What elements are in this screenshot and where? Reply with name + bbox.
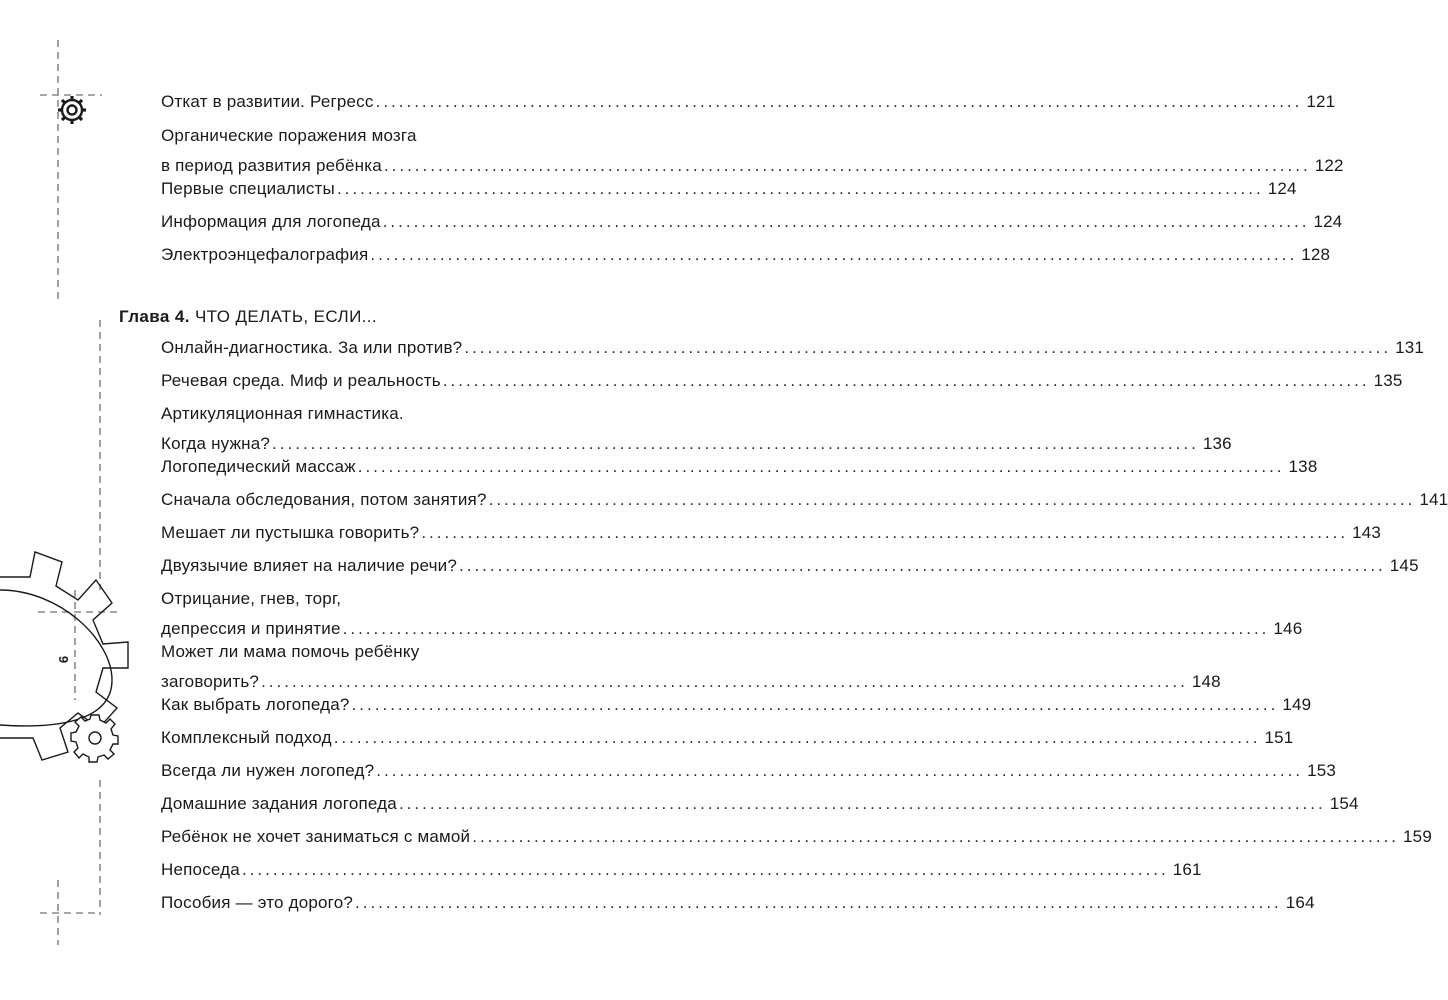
dot-leader: ........................................................................................................................	[342, 619, 1270, 638]
dot-leader: ........................................................................................................................	[488, 490, 1416, 509]
dot-leader: ........................................................................................................................	[442, 371, 1370, 390]
toc-page-number: 121	[1306, 92, 1336, 111]
toc-page-number: 143	[1352, 523, 1382, 542]
toc-page-number: 153	[1307, 761, 1337, 780]
toc-page-number: 146	[1273, 619, 1303, 638]
toc-page-number: 148	[1191, 672, 1221, 691]
toc-entry-title: в период развития ребёнка	[161, 156, 382, 175]
toc-page-number: 145	[1389, 556, 1419, 575]
chapter-heading	[119, 302, 377, 332]
toc-page-number: 154	[1329, 794, 1359, 813]
toc-entry-title: Информация для логопеда	[161, 212, 381, 231]
toc-page-number: 128	[1301, 245, 1331, 264]
toc-entry[interactable]	[161, 637, 1221, 697]
toc-entry[interactable]	[161, 452, 1318, 482]
toc-page-number: 122	[1314, 156, 1344, 175]
dot-leader: ........................................................................................................................	[272, 434, 1199, 453]
toc-entry[interactable]	[161, 366, 1403, 396]
toc-entry[interactable]	[161, 518, 1382, 548]
dot-leader: ........................................................................................................................	[472, 827, 1400, 846]
dot-leader: ........................................................................................................................	[261, 672, 1188, 691]
toc-entry[interactable]	[161, 333, 1425, 363]
toc-entry-title: Пособия — это дорого?	[161, 893, 353, 912]
toc-entry-title: Может ли мама помочь ребёнку	[161, 642, 420, 661]
toc-entry-title: Первые специалисты	[161, 179, 335, 198]
toc-entry-title: Логопедический массаж	[161, 457, 356, 476]
toc-page-number: 136	[1202, 434, 1232, 453]
page-number: 9	[56, 655, 72, 664]
toc-entry[interactable]	[161, 584, 1303, 644]
toc-entry-title: Электроэнцефалография	[161, 245, 369, 264]
dot-leader: ........................................................................................................................	[357, 457, 1285, 476]
toc-entry[interactable]	[161, 207, 1343, 237]
toc-entry[interactable]	[161, 822, 1432, 852]
toc-entry-title: Когда нужна?	[161, 434, 271, 453]
dot-leader: ........................................................................................................................	[383, 156, 1311, 175]
dot-leader: ........................................................................................................................	[375, 92, 1303, 111]
toc-entry[interactable]	[161, 174, 1297, 204]
dot-leader: ........................................................................................................................	[398, 794, 1326, 813]
toc-page-number: 159	[1403, 827, 1432, 846]
toc-entry[interactable]	[161, 723, 1294, 753]
toc-page-number: 131	[1395, 338, 1425, 357]
dot-leader: ........................................................................................................................	[333, 728, 1261, 747]
dot-leader: ........................................................................................................................	[351, 695, 1279, 714]
toc-entry[interactable]	[161, 551, 1419, 581]
toc-entry[interactable]	[161, 87, 1336, 117]
dot-leader: ........................................................................................................................	[459, 556, 1386, 575]
toc-entry-title: Ребёнок не хочет заниматься с мамой	[161, 827, 471, 846]
toc-entry-title: Мешает ли пустышка говорить?	[161, 523, 420, 542]
gear-icon	[58, 96, 86, 124]
toc-entry-title: заговорить?	[161, 672, 260, 691]
toc-entry-title: Отрицание, гнев, торг,	[161, 589, 342, 608]
toc-entry[interactable]	[161, 789, 1359, 819]
dot-leader: ........................................................................................................................	[382, 212, 1310, 231]
toc-page-number: 161	[1172, 860, 1202, 879]
toc-entry-title: Двуязычие влияет на наличие речи?	[161, 556, 457, 575]
toc-entry-title: Органические поражения мозга	[161, 126, 417, 145]
toc-entry-title: Непоседа	[161, 860, 240, 879]
toc-entry[interactable]	[161, 855, 1202, 885]
toc-entry[interactable]	[161, 485, 1448, 515]
chapter-label: Глава 4.	[119, 307, 190, 326]
dot-leader: ........................................................................................................................	[241, 860, 1169, 879]
toc-entry[interactable]	[161, 690, 1312, 720]
gear-icon	[71, 715, 118, 762]
chapter-title: ЧТО ДЕЛАТЬ, ЕСЛИ...	[194, 307, 378, 326]
toc-page-number: 149	[1282, 695, 1312, 714]
toc-page-number: 141	[1419, 490, 1448, 509]
dot-leader: ........................................................................................................................	[376, 761, 1304, 780]
toc-entry-title: Домашние задания логопеда	[161, 794, 397, 813]
toc-entry[interactable]	[161, 756, 1337, 786]
toc-entry-title: депрессия и принятие	[161, 619, 341, 638]
toc-entry-title: Всегда ли нужен логопед?	[161, 761, 375, 780]
toc-page-number: 138	[1288, 457, 1318, 476]
toc-page-number: 124	[1313, 212, 1343, 231]
toc-page-number: 151	[1264, 728, 1294, 747]
toc-page-number: 124	[1267, 179, 1297, 198]
toc-entry-title: Онлайн-диагностика. За или против?	[161, 338, 463, 357]
toc-entry[interactable]	[161, 399, 1232, 459]
toc-entry-title: Артикуляционная гимнастика.	[161, 404, 404, 423]
dot-leader: ........................................................................................................................	[336, 179, 1264, 198]
toc-entry-title: Сначала обследования, потом занятия?	[161, 490, 487, 509]
toc-entry-title: Откат в развитии. Регресс	[161, 92, 374, 111]
dot-leader: ........................................................................................................................	[464, 338, 1392, 357]
toc-entry[interactable]	[161, 121, 1344, 181]
dot-leader: ........................................................................................................................	[421, 523, 1349, 542]
toc-entry[interactable]	[161, 240, 1331, 270]
toc-page-number: 164	[1285, 893, 1315, 912]
dot-leader: ........................................................................................................................	[370, 245, 1298, 264]
toc-entry-title: Речевая среда. Миф и реальность	[161, 371, 441, 390]
toc-entry[interactable]	[161, 888, 1315, 918]
toc-entry-title: Комплексный подход	[161, 728, 332, 747]
toc-entry-title: Как выбрать логопеда?	[161, 695, 350, 714]
dot-leader: ........................................................................................................................	[355, 893, 1282, 912]
toc-page-number: 135	[1373, 371, 1403, 390]
